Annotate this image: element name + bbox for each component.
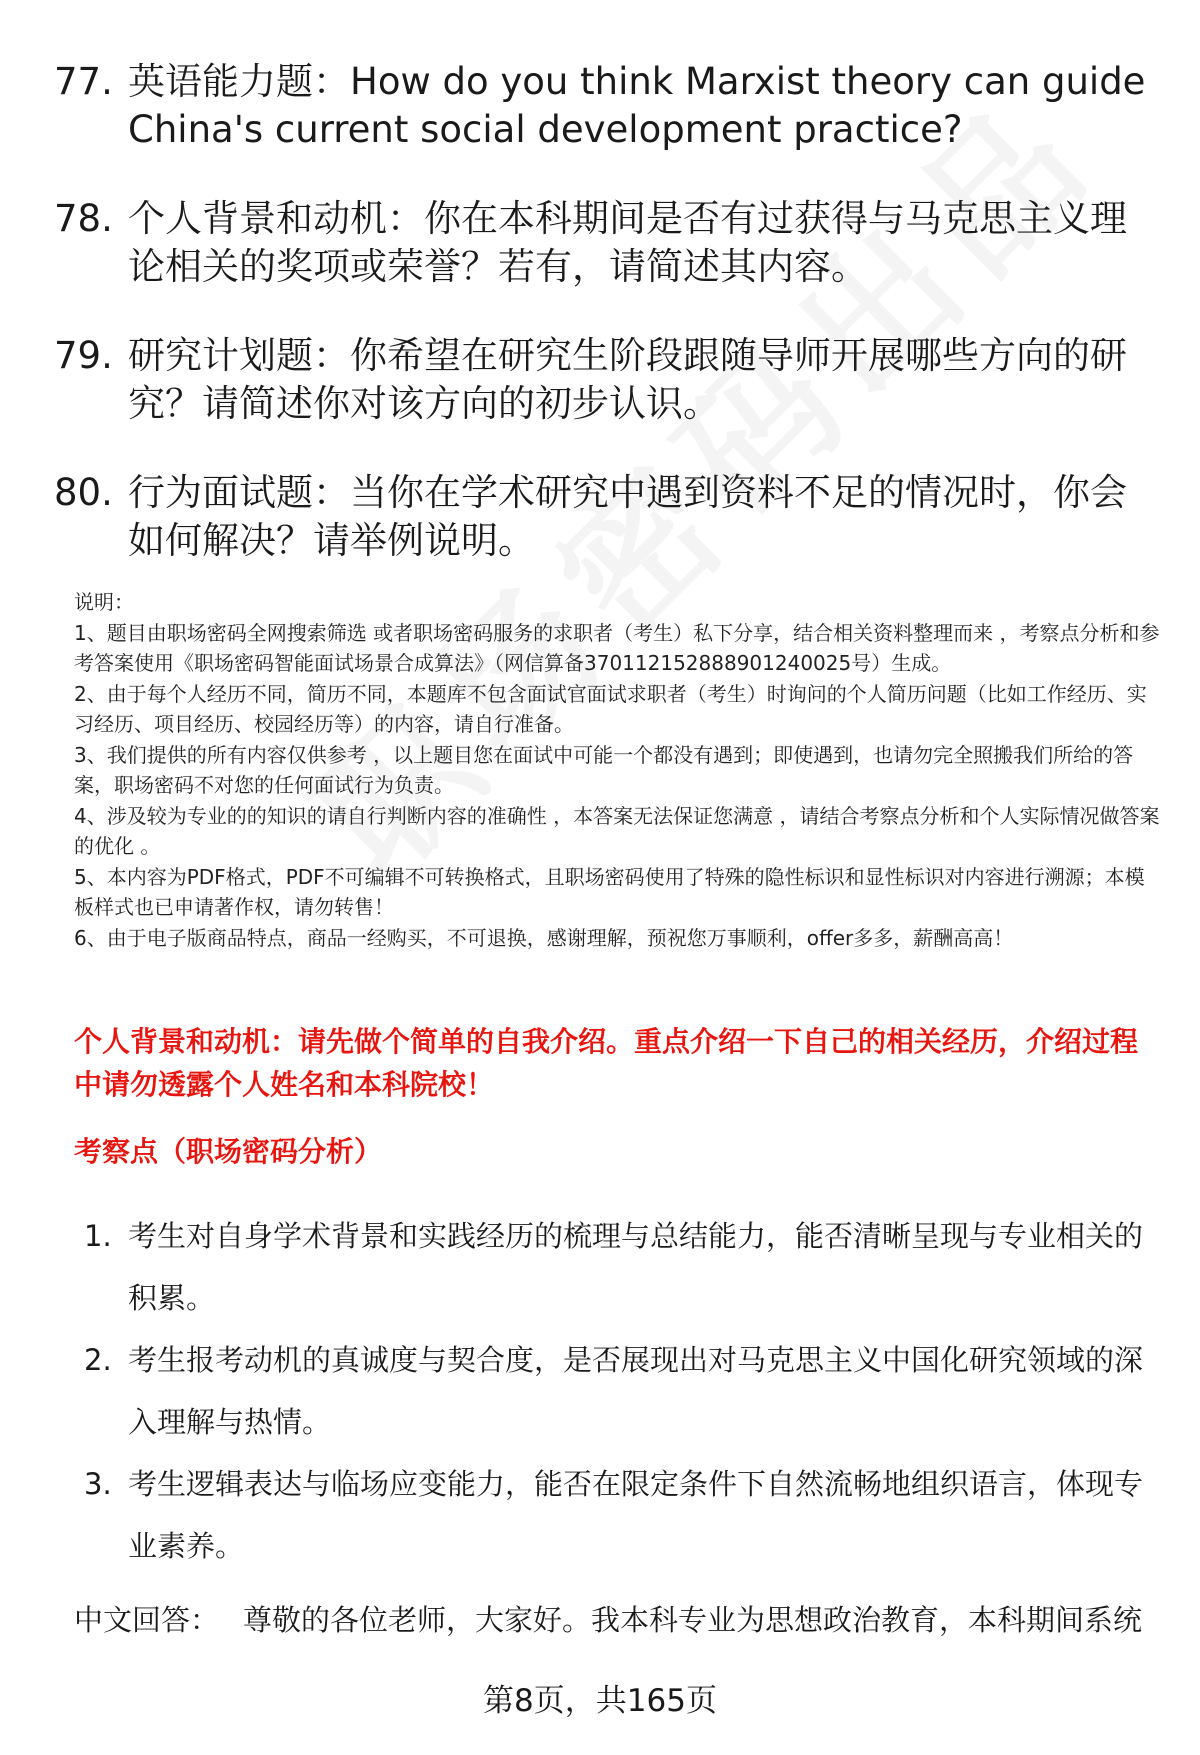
question-number: 78. bbox=[54, 197, 113, 240]
analysis-point bbox=[84, 1329, 1164, 1453]
answer-text: 尊敬的各位老师，大家好。我本科专业为思想政治教育，本科期间系统 bbox=[243, 1603, 1143, 1637]
question-item bbox=[54, 469, 1154, 565]
analysis-subheading: 考察点（职场密码分析） bbox=[74, 1135, 383, 1168]
question-number: 77. bbox=[54, 60, 113, 103]
point-number: 3. bbox=[84, 1467, 112, 1501]
question-text: 研究计划题：你希望在研究生阶段跟随导师开展哪些方向的研究？请简述你对该方向的初步认识。 bbox=[128, 334, 1127, 425]
note-item: 6、由于电子版商品特点，商品一经购买，不可退换，感谢理解，预祝您万事顺利，offer多多，薪酬高高！ bbox=[74, 925, 1014, 950]
question-number: 80. bbox=[54, 471, 113, 514]
note-item: 1、题目由职场密码全网搜索筛选 或者职场密码服务的求职者（考生）私下分享，结合相关资料整理而来 ，考察点分析和参考答案使用《职场密码智能面试场景合成算法》（网信算备370112152888901240025号）生成。 bbox=[74, 620, 1160, 675]
analysis-points bbox=[84, 1205, 1164, 1577]
section-heading: 个人背景和动机：请先做个简单的自我介绍。重点介绍一下自己的相关经历，介绍过程中请勿透露个人姓名和本科院校！ bbox=[74, 1025, 1139, 1101]
point-text: 考生逻辑表达与临场应变能力，能否在限定条件下自然流畅地组织语言，体现专业素养。 bbox=[128, 1467, 1144, 1563]
point-number: 2. bbox=[84, 1343, 112, 1377]
analysis-point bbox=[84, 1453, 1164, 1577]
note-item: 2、由于每个人经历不同，简历不同，本题库不包含面试官面试求职者（考生）时询问的个人简历问题（比如工作经历、实习经历、项目经历、校园经历等）的内容，请自行准备。 bbox=[74, 681, 1147, 736]
point-text: 考生报考动机的真诚度与契合度，是否展现出对马克思主义中国化研究领域的深入理解与热情。 bbox=[128, 1343, 1144, 1439]
question-item bbox=[54, 195, 1154, 291]
note-item: 4、涉及较为专业的的知识的请自行判断内容的准确性 ，本答案无法保证您满意 ，请结合考察点分析和个人实际情况做答案的优化 。 bbox=[74, 803, 1160, 858]
analysis-point bbox=[84, 1205, 1164, 1329]
question-number: 79. bbox=[54, 334, 113, 377]
page-footer: 第8页，共165页 bbox=[483, 1683, 717, 1719]
notes-block bbox=[74, 587, 1164, 953]
notes-title: 说明： bbox=[74, 590, 134, 614]
question-item bbox=[54, 332, 1154, 428]
answer-line bbox=[74, 1598, 1142, 1639]
question-text: 个人背景和动机：你在本科期间是否有过获得与马克思主义理论相关的奖项或荣誉？若有，请简述其内容。 bbox=[128, 197, 1127, 288]
point-number: 1. bbox=[84, 1219, 112, 1253]
note-item: 3、我们提供的所有内容仅供参考 ，以上题目您在面试中可能一个都没有遇到；即使遇到，也请勿完全照搬我们所给的答案，职场密码不对您的任何面试行为负责。 bbox=[74, 742, 1134, 797]
answer-label: 中文回答： bbox=[74, 1603, 220, 1637]
question-text: 行为面试题：当你在学术研究中遇到资料不足的情况时，你会如何解决？请举例说明。 bbox=[128, 471, 1127, 562]
point-text: 考生对自身学术背景和实践经历的梳理与总结能力，能否清晰呈现与专业相关的积累。 bbox=[128, 1219, 1144, 1315]
question-text: 英语能力题：How do you think Marxist theory can guide China's current social development practice? bbox=[128, 60, 1146, 151]
question-item bbox=[54, 58, 1154, 154]
question-list bbox=[54, 58, 1154, 606]
note-item: 5、本内容为PDF格式，PDF不可编辑不可转换格式，且职场密码使用了特殊的隐性标识和显性标识对内容进行溯源；本模板样式也已申请著作权，请勿转售！ bbox=[74, 864, 1145, 919]
